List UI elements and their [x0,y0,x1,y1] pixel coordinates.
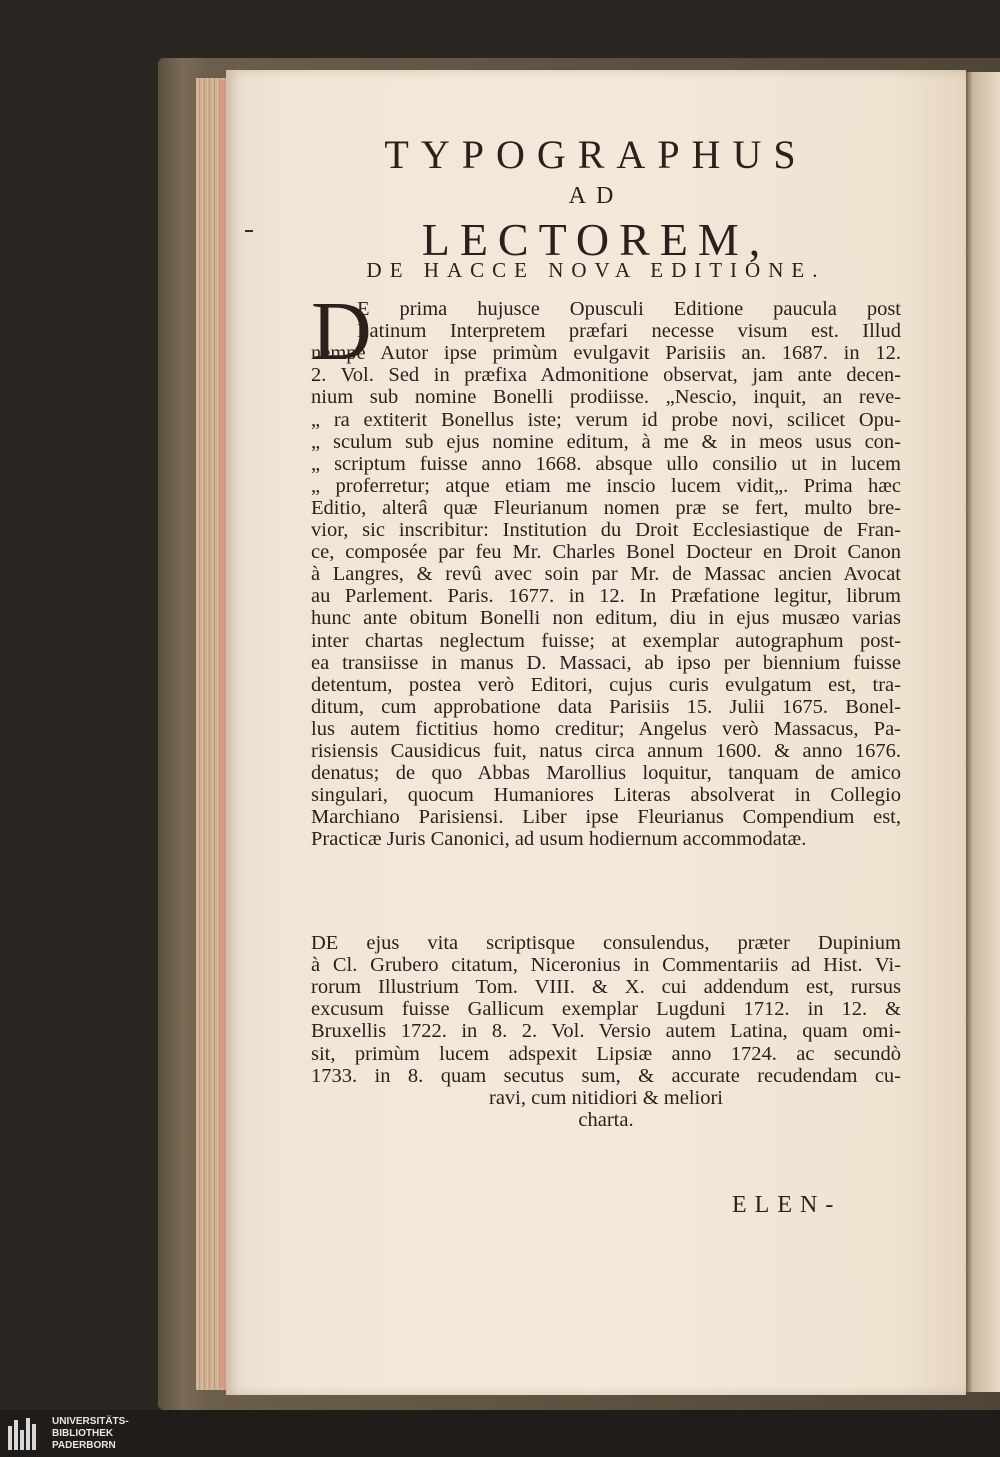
text-line: E prima hujusce Opusculi Editione paucula post [357,298,901,320]
text-line: nium sub nomine Bonelli prodiisse. „Nescio, inquit, an reve- [311,386,901,409]
text-line: au Parlement. Paris. 1677. in 12. In Præfatione legitur, librum [311,585,901,608]
text-line: vior, sic inscribitur: Institution du Droit Ecclesiastique de Fran- [311,519,901,541]
text-line: Latinum Interpretem præfari necesse visum est. Illud [357,320,901,343]
text-line: rorum Illustrium Tom. VIII. & X. cui addendum est, rursus [311,976,901,999]
text-line: ditum, cum approbatione data Parisiis 15. Julii 1675. Bonel- [311,695,901,718]
text-line: „ sculum sub ejus nomine editum, à me & in meos usus con- [311,430,901,453]
text-line: Practicæ Juris Canonici, ad usum hodiernum accommodatæ. [311,828,807,851]
text-line: risiensis Causidicus fuit, natus circa annum 1600. & anno 1676. [311,740,901,762]
text-line: singulari, quocum Humaniores Literas absolverat in Collegio [311,784,901,807]
text-line: Marchiano Parisiensi. Liber ipse Fleurianus Compendium est, [311,806,901,829]
library-name: UNIVERSITÄTS- BIBLIOTHEK PADERBORN [52,1416,129,1451]
text-line: „ ra extiterit Bonellus iste; verum id probe novi, scilicet Opu- [311,408,901,431]
text-line: sit, primùm lucem adspexit Lipsiæ anno 1724. ac secundò [311,1042,901,1065]
text-line: hunc ante obitum Bonelli non editum, diu in ejus musæo varias [311,607,901,630]
drop-capital: D [311,285,372,378]
text-line: ce, composée par feu Mr. Charles Bonel Docteur en Droit Canon [311,541,901,564]
text-line: à Cl. Grubero citatum, Niceronius in Commentariis ad Hist. Vi- [311,954,901,977]
text-line: denatus; de quo Abbas Marollius loquitur, tanquam de amico [311,762,901,785]
page-title: TYPOGRAPHUS [384,132,808,177]
text-line: „ scriptum fuisse anno 1668. absque ullo consilio ut in lucem [311,452,901,475]
library-footer [0,1410,1000,1457]
library-logo-icon [8,1418,44,1450]
text-line: 1733. in 8. quam secutus sum, & accurate recudendam cu- [311,1064,901,1087]
catchword: ELEN- [732,1192,842,1218]
text-line: Editio, alterâ quæ Fleurianum nomen præ se fert, multo bre- [311,496,901,519]
facing-page-edge [966,72,1000,1392]
text-line: „ proferretur; atque etiam me inscio lucem vidit„. Prima hæc [311,474,901,497]
text-line: charta. [578,1108,634,1131]
title-ad: AD [568,183,624,209]
subtitle: DE HACCE NOVA EDITIONE. [366,258,826,282]
text-line: detentum, postea verò Editori, cujus curis evulgatum est, tra- [311,673,901,696]
text-line: DE ejus vita scriptisque consulendus, præter Dupinium [311,932,901,954]
text-line: à Langres, & revû avec soin par Mr. de Massac ancien Avocat [311,563,901,586]
text-line: lus autem fictitius homo creditur; Angelus verò Massacus, Pa- [311,717,901,740]
text-line: nempe Autor ipse primùm evulgavit Parisiis an. 1687. in 12. [311,342,901,365]
text-line: ea transiisse in manus D. Massaci, ab ipso per biennium fuisse [311,651,901,674]
text-line: Bruxellis 1722. in 8. 2. Vol. Versio autem Latina, quam omi- [311,1020,901,1043]
text-line: inter chartas neglectum fuisse; at exemplar autographum post- [311,629,901,652]
text-line: ravi, cum nitidiori & meliori [489,1086,723,1109]
text-line: 2. Vol. Sed in præfixa Admonitione observat, jam ante decen- [311,364,901,387]
title-lectorem: LECTOREM, [421,214,771,265]
text-line: excusum fuisse Gallicum exemplar Lugduni 1712. in 12. & [311,998,901,1021]
